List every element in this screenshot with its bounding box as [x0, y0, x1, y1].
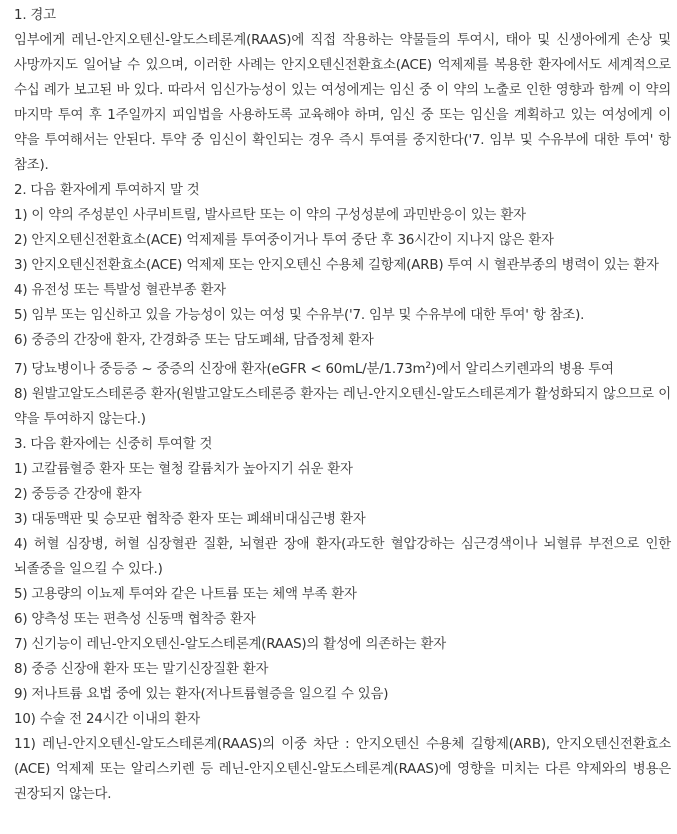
superscript-exponent: 2 [425, 361, 431, 371]
contraindication-item-7-text-end: )에서 알리스키렌과의 병용 투여 [430, 362, 614, 377]
caution-item-2: 2) 중등증 간장애 환자 [14, 487, 142, 502]
contraindication-item-5: 5) 임부 또는 임신하고 있을 가능성이 있는 여성 및 수유부('7. 임부 및 수유부에 대한 투여' 항 참조). [14, 308, 585, 323]
caution-item-5: 5) 고용량의 이뇨제 투여와 같은 나트륨 또는 체액 부족 환자 [14, 587, 357, 602]
caution-item-9: 9) 저나트륨 요법 중에 있는 환자(저나트륨혈증을 일으킬 수 있음) [14, 687, 389, 702]
caution-item-3: 3) 대동맥판 및 승모판 협착증 환자 또는 폐쇄비대심근병 환자 [14, 512, 366, 527]
caution-item-1: 1) 고칼륨혈증 환자 또는 혈청 칼륨치가 높아지기 쉬운 환자 [14, 462, 353, 477]
contraindication-item-6: 6) 중증의 간장애 환자, 간경화증 또는 담도폐쇄, 담즙정체 환자 [14, 333, 374, 348]
section-1-warning-text: 임부에게 레닌-안지오텐신-알도스테론계(RAAS)에 직접 작용하는 약물들의 투여시, 태아 및 신생아에게 손상 및 사망까지도 일어날 수 있으며, 이러한 사례는 안지오텐신전환효소(ACE) 억제제를 복용한 환자에서도 세계적으로 수십 례가 보고된 바 있다. 따라서 임신가능성이 있는 여성에게는 임신 중 이 약의 노출로 인한 영향과 함께 이 약의 마지막 투여 후 1주일까지 피임법을 사용하도록 교육해야 하며, 임신 중 또는 임신을 계획하고 있는 여성에게 이 약을 투여해서는 안된다. 투약 중 임신이 확인되는 경우 즉시 투여를 중지한다('7. 임부 및 수유부에 대한 투여' 항 참조). [14, 33, 671, 173]
contraindication-item-3: 3) 안지오텐신전환효소(ACE) 억제제 또는 안지오텐신 수용체 길항제(ARB) 투여 시 혈관부종의 병력이 있는 환자 [14, 258, 659, 273]
contraindication-item-4: 4) 유전성 또는 특발성 혈관부종 환자 [14, 283, 226, 298]
section-3-heading: 3. 다음 환자에는 신중히 투여할 것 [14, 437, 213, 452]
section-1-heading: 1. 경고 [14, 8, 56, 23]
section-2-heading: 2. 다음 환자에게 투여하지 말 것 [14, 183, 200, 198]
contraindication-item-1: 1) 이 약의 주성분인 사쿠비트릴, 발사르탄 또는 이 약의 구성성분에 과민반응이 있는 환자 [14, 208, 526, 223]
caution-item-7: 7) 신기능이 레닌-안지오텐신-알도스테론계(RAAS)의 활성에 의존하는 환자 [14, 637, 446, 652]
contraindication-item-8: 8) 원발고알도스테론증 환자(원발고알도스테론증 환자는 레닌-안지오텐신-알도스테론계가 활성화되지 않으므로 이 약을 투여하지 않는다.) [14, 387, 671, 427]
contraindication-item-7 [14, 357, 671, 382]
caution-item-6: 6) 양측성 또는 편측성 신동맥 협착증 환자 [14, 612, 256, 627]
caution-item-4: 4) 허혈 심장병, 허혈 심장혈관 질환, 뇌혈관 장애 환자(과도한 혈압강하는 심근경색이나 뇌혈류 부전으로 인한 뇌졸중을 일으킬 수 있다.) [14, 537, 671, 577]
contraindication-item-2: 2) 안지오텐신전환효소(ACE) 억제제를 투여중이거나 투여 중단 후 36시간이 지나지 않은 환자 [14, 233, 554, 248]
caution-item-8: 8) 중증 신장애 환자 또는 말기신장질환 환자 [14, 662, 269, 677]
document-body [14, 3, 671, 807]
contraindication-item-7-text: 7) 당뇨병이나 중등증 ~ 중증의 신장애 환자(eGFR < 60mL/분/1.73m [14, 362, 426, 377]
caution-item-10: 10) 수술 전 24시간 이내의 환자 [14, 712, 200, 727]
caution-item-11: 11) 레닌-안지오텐신-알도스테론계(RAAS)의 이중 차단 : 안지오텐신 수용체 길항제(ARB), 안지오텐신전환효소(ACE) 억제제 또는 알리스키렌 등 레닌-안지오텐신-알도스테론계(RAAS)에 영향을 미치는 다른 약제와의 병용은 권장되지 않는다. [14, 737, 671, 802]
